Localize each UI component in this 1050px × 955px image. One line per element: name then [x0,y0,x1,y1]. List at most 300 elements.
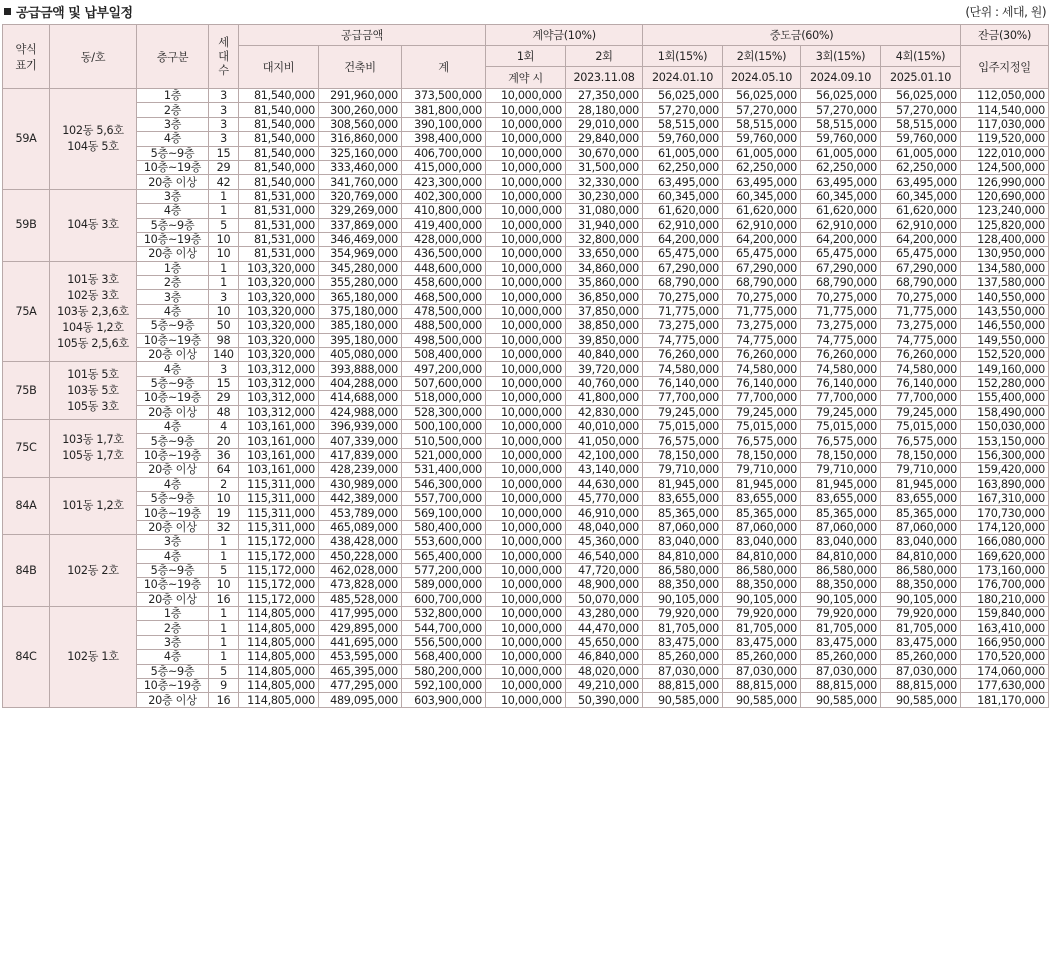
building-cost-cell: 341,760,000 [319,175,402,189]
land-cost-cell: 81,531,000 [239,204,319,218]
floor-cell: 20층 이상 [137,247,209,261]
land-cost-cell: 103,320,000 [239,261,319,275]
balance-cell: 158,490,000 [961,405,1049,419]
units-cell: 1 [209,276,239,290]
deposit1-cell: 10,000,000 [486,419,566,433]
deposit2-cell: 50,070,000 [566,592,643,606]
mid3-cell: 60,345,000 [801,189,881,203]
units-cell: 9 [209,679,239,693]
floor-cell: 10층~19층 [137,578,209,592]
building-cost-cell: 308,560,000 [319,117,402,131]
floor-cell: 4층 [137,304,209,318]
total-cell: 557,700,000 [402,491,486,505]
deposit2-cell: 29,840,000 [566,132,643,146]
building-cost-cell: 333,460,000 [319,160,402,174]
balance-cell: 153,150,000 [961,434,1049,448]
building-cost-cell: 453,595,000 [319,650,402,664]
land-cost-cell: 81,540,000 [239,89,319,103]
balance-cell: 117,030,000 [961,117,1049,131]
deposit2-cell: 40,840,000 [566,348,643,362]
total-cell: 428,000,000 [402,232,486,246]
mid4-cell: 87,030,000 [881,664,961,678]
floor-cell: 5층~9층 [137,218,209,232]
deposit2-cell: 30,670,000 [566,146,643,160]
units-cell: 3 [209,362,239,376]
land-cost-cell: 114,805,000 [239,635,319,649]
table-row [3,319,1049,333]
mid1-cell: 85,365,000 [643,506,723,520]
mid1-cell: 79,710,000 [643,463,723,477]
mid3-cell: 78,150,000 [801,448,881,462]
deposit2-cell: 31,940,000 [566,218,643,232]
mid4-cell: 63,495,000 [881,175,961,189]
mid3-cell: 83,040,000 [801,535,881,549]
units-cell: 1 [209,189,239,203]
deposit2-cell: 32,330,000 [566,175,643,189]
floor-cell: 5층~9층 [137,491,209,505]
mid2-cell: 90,585,000 [723,693,801,707]
land-cost-cell: 114,805,000 [239,650,319,664]
mid4-cell: 83,475,000 [881,635,961,649]
land-cost-cell: 115,311,000 [239,477,319,491]
mid1-cell: 76,140,000 [643,376,723,390]
mid3-cell: 79,245,000 [801,405,881,419]
total-cell: 448,600,000 [402,261,486,275]
mid3-cell: 74,580,000 [801,362,881,376]
mid4-cell: 76,260,000 [881,348,961,362]
dong-ho-line: 105동 2,5,6호 [57,336,129,350]
mid2-cell: 88,350,000 [723,578,801,592]
table-row [3,391,1049,405]
total-cell: 544,700,000 [402,621,486,635]
table-row [3,132,1049,146]
mid4-cell: 67,290,000 [881,261,961,275]
mid1-cell: 65,475,000 [643,247,723,261]
deposit1-cell: 10,000,000 [486,563,566,577]
mid3-cell: 65,475,000 [801,247,881,261]
mid2-cell: 59,760,000 [723,132,801,146]
units-cell: 36 [209,448,239,462]
mid4-cell: 68,790,000 [881,276,961,290]
table-row [3,247,1049,261]
mid4-cell: 74,775,000 [881,333,961,347]
mid4-cell: 74,580,000 [881,362,961,376]
building-cost-cell: 430,989,000 [319,477,402,491]
units-cell: 1 [209,635,239,649]
total-cell: 373,500,000 [402,89,486,103]
floor-cell: 3층 [137,117,209,131]
deposit2-cell: 39,850,000 [566,333,643,347]
table-row [3,463,1049,477]
deposit1-cell: 10,000,000 [486,160,566,174]
total-cell: 518,000,000 [402,391,486,405]
deposit2-cell: 30,230,000 [566,189,643,203]
balance-cell: 180,210,000 [961,592,1049,606]
balance-cell: 150,030,000 [961,419,1049,433]
land-cost-cell: 103,320,000 [239,276,319,290]
total-cell: 419,400,000 [402,218,486,232]
dong-ho-cell [50,261,137,362]
mid2-cell: 62,910,000 [723,218,801,232]
mid3-cell: 90,585,000 [801,693,881,707]
mid2-cell: 58,515,000 [723,117,801,131]
deposit1-cell: 10,000,000 [486,232,566,246]
header-floor: 층구분 [137,25,209,89]
table-row [3,218,1049,232]
deposit1-cell: 10,000,000 [486,693,566,707]
dong-ho-line: 102동 2호 [67,563,119,577]
mid4-cell: 59,760,000 [881,132,961,146]
mid3-cell: 73,275,000 [801,319,881,333]
mid1-cell: 73,275,000 [643,319,723,333]
mid1-cell: 57,270,000 [643,103,723,117]
mid3-cell: 81,945,000 [801,477,881,491]
total-cell: 410,800,000 [402,204,486,218]
land-cost-cell: 103,320,000 [239,304,319,318]
land-cost-cell: 103,161,000 [239,448,319,462]
units-cell: 3 [209,132,239,146]
mid1-cell: 77,700,000 [643,391,723,405]
floor-cell: 20층 이상 [137,520,209,534]
table-row [3,578,1049,592]
mid2-cell: 88,815,000 [723,679,801,693]
deposit2-cell: 39,720,000 [566,362,643,376]
header-mid2-date: 2024.05.10 [723,67,801,89]
total-cell: 589,000,000 [402,578,486,592]
dong-ho-cell [50,189,137,261]
deposit2-cell: 42,100,000 [566,448,643,462]
mid3-cell: 58,515,000 [801,117,881,131]
dong-ho-line: 104동 5호 [67,139,119,153]
floor-cell: 10층~19층 [137,391,209,405]
deposit2-cell: 38,850,000 [566,319,643,333]
table-row [3,419,1049,433]
building-cost-cell: 345,280,000 [319,261,402,275]
balance-cell: 130,950,000 [961,247,1049,261]
building-cost-cell: 354,969,000 [319,247,402,261]
mid2-cell: 61,620,000 [723,204,801,218]
floor-cell: 2층 [137,103,209,117]
table-row [3,549,1049,563]
floor-cell: 5층~9층 [137,563,209,577]
table-row [3,607,1049,621]
dong-ho-line: 102동 3호 [67,288,119,302]
building-cost-cell: 438,428,000 [319,535,402,549]
dong-ho-cell [50,89,137,190]
floor-cell: 10층~19층 [137,506,209,520]
deposit2-cell: 48,040,000 [566,520,643,534]
floor-cell: 5층~9층 [137,664,209,678]
mid3-cell: 70,275,000 [801,290,881,304]
mid4-cell: 64,200,000 [881,232,961,246]
dong-ho-line: 102동 1호 [67,649,119,663]
building-cost-cell: 316,860,000 [319,132,402,146]
mid2-cell: 71,775,000 [723,304,801,318]
mid2-cell: 83,475,000 [723,635,801,649]
deposit1-cell: 10,000,000 [486,204,566,218]
land-cost-cell: 81,531,000 [239,189,319,203]
mid1-cell: 84,810,000 [643,549,723,563]
table-row [3,103,1049,117]
title-bar [0,0,1050,24]
total-cell: 498,500,000 [402,333,486,347]
mid2-cell: 79,245,000 [723,405,801,419]
mid1-cell: 74,775,000 [643,333,723,347]
table-row [3,276,1049,290]
table-body [3,89,1049,708]
total-cell: 531,400,000 [402,463,486,477]
deposit1-cell: 10,000,000 [486,89,566,103]
mid2-cell: 86,580,000 [723,563,801,577]
building-cost-cell: 453,789,000 [319,506,402,520]
deposit2-cell: 32,800,000 [566,232,643,246]
mid1-cell: 63,495,000 [643,175,723,189]
mid2-cell: 85,260,000 [723,650,801,664]
table-row [3,89,1049,103]
deposit2-cell: 46,540,000 [566,549,643,563]
building-cost-cell: 417,839,000 [319,448,402,462]
mid3-cell: 64,200,000 [801,232,881,246]
land-cost-cell: 114,805,000 [239,679,319,693]
deposit2-cell: 48,020,000 [566,664,643,678]
mid2-cell: 81,705,000 [723,621,801,635]
mid4-cell: 61,620,000 [881,204,961,218]
mid2-cell: 62,250,000 [723,160,801,174]
deposit2-cell: 28,180,000 [566,103,643,117]
dong-ho-line: 105동 3호 [67,399,119,413]
building-cost-cell: 325,160,000 [319,146,402,160]
table-row [3,405,1049,419]
building-cost-cell: 337,869,000 [319,218,402,232]
deposit2-cell: 29,010,000 [566,117,643,131]
land-cost-cell: 81,540,000 [239,103,319,117]
mid3-cell: 75,015,000 [801,419,881,433]
deposit1-cell: 10,000,000 [486,535,566,549]
header-dep1: 1회 [486,46,566,67]
table-row [3,189,1049,203]
land-cost-cell: 81,540,000 [239,160,319,174]
total-cell: 436,500,000 [402,247,486,261]
floor-cell: 20층 이상 [137,175,209,189]
dong-ho-line: 103동 1,7호 [62,433,124,447]
deposit2-cell: 49,210,000 [566,679,643,693]
land-cost-cell: 81,540,000 [239,117,319,131]
units-cell: 3 [209,103,239,117]
total-cell: 402,300,000 [402,189,486,203]
mid3-cell: 71,775,000 [801,304,881,318]
dong-ho-cell [50,362,137,420]
units-cell: 3 [209,117,239,131]
floor-cell: 2층 [137,621,209,635]
mid1-cell: 74,580,000 [643,362,723,376]
mid4-cell: 85,365,000 [881,506,961,520]
land-cost-cell: 81,531,000 [239,218,319,232]
deposit1-cell: 10,000,000 [486,635,566,649]
header-balance-date: 입주지정일 [961,46,1049,89]
balance-cell: 112,050,000 [961,89,1049,103]
total-cell: 458,600,000 [402,276,486,290]
mid4-cell: 76,575,000 [881,434,961,448]
mid3-cell: 84,810,000 [801,549,881,563]
total-cell: 521,000,000 [402,448,486,462]
deposit1-cell: 10,000,000 [486,146,566,160]
total-cell: 406,700,000 [402,146,486,160]
unit-type-cell: 75A [3,261,50,362]
table-row [3,261,1049,275]
units-cell: 42 [209,175,239,189]
deposit1-cell: 10,000,000 [486,132,566,146]
deposit1-cell: 10,000,000 [486,304,566,318]
unit-type-cell: 75B [3,362,50,420]
mid4-cell: 73,275,000 [881,319,961,333]
deposit2-cell: 37,850,000 [566,304,643,318]
deposit1-cell: 10,000,000 [486,592,566,606]
mid2-cell: 63,495,000 [723,175,801,189]
deposit2-cell: 45,770,000 [566,491,643,505]
page-title [4,2,133,21]
mid4-cell: 62,250,000 [881,160,961,174]
building-cost-cell: 405,080,000 [319,348,402,362]
balance-cell: 146,550,000 [961,319,1049,333]
building-cost-cell: 462,028,000 [319,563,402,577]
units-cell: 5 [209,563,239,577]
units-cell: 4 [209,419,239,433]
header-total: 계 [402,46,486,89]
deposit2-cell: 34,860,000 [566,261,643,275]
floor-cell: 20층 이상 [137,592,209,606]
header-dep1-date: 계약 시 [486,67,566,89]
deposit1-cell: 10,000,000 [486,621,566,635]
header-land: 대지비 [239,46,319,89]
land-cost-cell: 114,805,000 [239,621,319,635]
unit-type-cell: 59B [3,189,50,261]
deposit1-cell: 10,000,000 [486,405,566,419]
floor-cell: 3층 [137,290,209,304]
mid3-cell: 85,365,000 [801,506,881,520]
deposit2-cell: 48,900,000 [566,578,643,592]
mid1-cell: 60,345,000 [643,189,723,203]
mid1-cell: 83,655,000 [643,491,723,505]
deposit2-cell: 44,630,000 [566,477,643,491]
units-cell: 20 [209,434,239,448]
total-cell: 592,100,000 [402,679,486,693]
mid3-cell: 86,580,000 [801,563,881,577]
balance-cell: 119,520,000 [961,132,1049,146]
balance-cell: 155,400,000 [961,391,1049,405]
floor-cell: 1층 [137,89,209,103]
dong-ho-line: 101동 1,2호 [62,498,124,512]
deposit2-cell: 45,650,000 [566,635,643,649]
deposit1-cell: 10,000,000 [486,175,566,189]
deposit1-cell: 10,000,000 [486,650,566,664]
building-cost-cell: 396,939,000 [319,419,402,433]
mid3-cell: 81,705,000 [801,621,881,635]
table-row [3,204,1049,218]
units-cell: 64 [209,463,239,477]
building-cost-cell: 346,469,000 [319,232,402,246]
mid4-cell: 87,060,000 [881,520,961,534]
header-mid3: 3회(15%) [801,46,881,67]
total-cell: 580,400,000 [402,520,486,534]
total-cell: 508,400,000 [402,348,486,362]
balance-cell: 128,400,000 [961,232,1049,246]
balance-cell: 134,580,000 [961,261,1049,275]
balance-cell: 159,420,000 [961,463,1049,477]
total-cell: 600,700,000 [402,592,486,606]
mid2-cell: 56,025,000 [723,89,801,103]
mid2-cell: 79,920,000 [723,607,801,621]
building-cost-cell: 385,180,000 [319,319,402,333]
building-cost-cell: 442,389,000 [319,491,402,505]
mid3-cell: 76,140,000 [801,376,881,390]
mid1-cell: 81,945,000 [643,477,723,491]
floor-cell: 4층 [137,477,209,491]
land-cost-cell: 103,312,000 [239,376,319,390]
deposit2-cell: 44,470,000 [566,621,643,635]
total-cell: 500,100,000 [402,419,486,433]
balance-cell: 120,690,000 [961,189,1049,203]
land-cost-cell: 115,172,000 [239,592,319,606]
floor-cell: 4층 [137,549,209,563]
balance-cell: 163,410,000 [961,621,1049,635]
dong-ho-cell [50,607,137,708]
mid3-cell: 88,350,000 [801,578,881,592]
mid1-cell: 81,705,000 [643,621,723,635]
land-cost-cell: 81,540,000 [239,146,319,160]
land-cost-cell: 81,531,000 [239,232,319,246]
land-cost-cell: 115,172,000 [239,563,319,577]
mid2-cell: 61,005,000 [723,146,801,160]
unit-type-cell: 75C [3,419,50,477]
mid2-cell: 70,275,000 [723,290,801,304]
header-balance: 잔금(30%) [961,25,1049,46]
floor-cell: 5층~9층 [137,376,209,390]
deposit2-cell: 40,010,000 [566,419,643,433]
land-cost-cell: 114,805,000 [239,664,319,678]
table-row [3,434,1049,448]
mid4-cell: 90,585,000 [881,693,961,707]
mid3-cell: 63,495,000 [801,175,881,189]
total-cell: 603,900,000 [402,693,486,707]
mid3-cell: 87,060,000 [801,520,881,534]
mid4-cell: 90,105,000 [881,592,961,606]
units-cell: 29 [209,160,239,174]
total-cell: 468,500,000 [402,290,486,304]
total-cell: 390,100,000 [402,117,486,131]
mid4-cell: 81,705,000 [881,621,961,635]
square-bullet-icon [4,8,11,15]
table-row [3,520,1049,534]
mid4-cell: 77,700,000 [881,391,961,405]
mid4-cell: 78,150,000 [881,448,961,462]
deposit1-cell: 10,000,000 [486,290,566,304]
table-row [3,175,1049,189]
table-row [3,448,1049,462]
mid1-cell: 79,245,000 [643,405,723,419]
deposit2-cell: 36,850,000 [566,290,643,304]
land-cost-cell: 103,161,000 [239,434,319,448]
building-cost-cell: 414,688,000 [319,391,402,405]
building-cost-cell: 404,288,000 [319,376,402,390]
mid4-cell: 88,350,000 [881,578,961,592]
mid1-cell: 70,275,000 [643,290,723,304]
mid2-cell: 73,275,000 [723,319,801,333]
total-cell: 497,200,000 [402,362,486,376]
mid1-cell: 71,775,000 [643,304,723,318]
mid3-cell: 59,760,000 [801,132,881,146]
header-mid1-date: 2024.01.10 [643,67,723,89]
floor-cell: 4층 [137,132,209,146]
